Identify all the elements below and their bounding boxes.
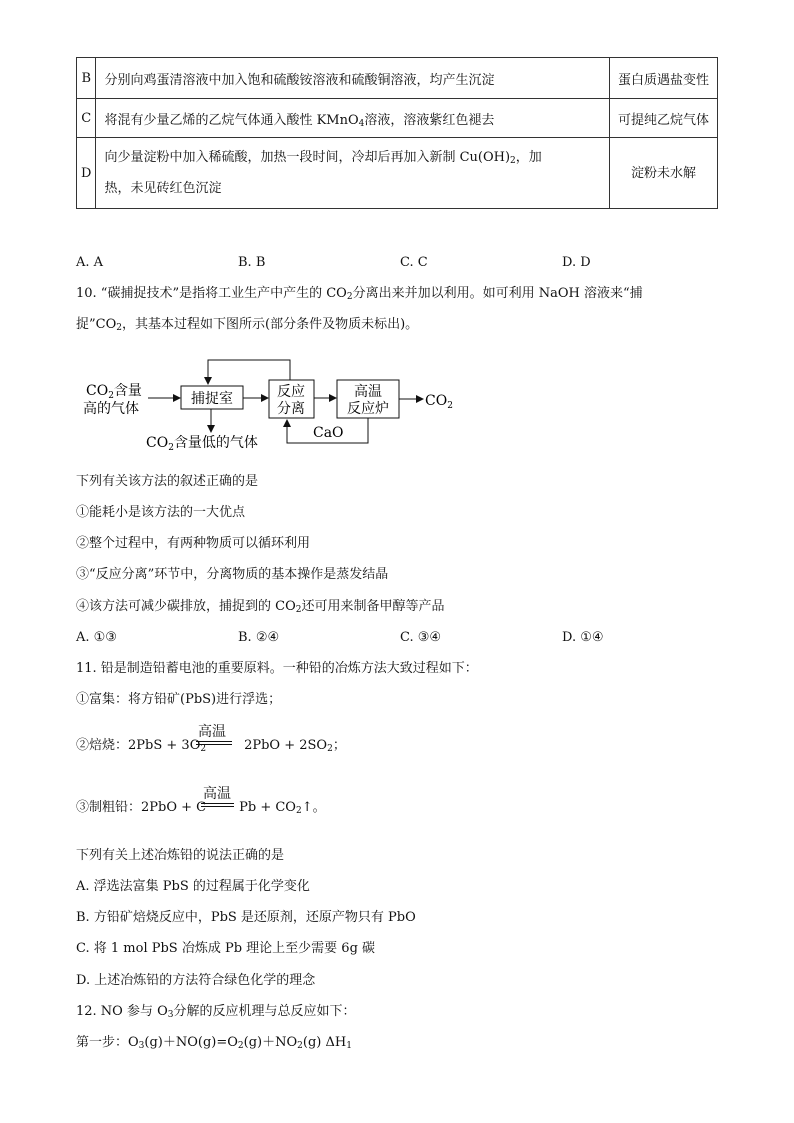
step-2-products: $2PbO + 2SO_2$	[244, 738, 333, 754]
step-3-products: $Pb + CO_2$	[239, 800, 302, 816]
separation-label-line2: 分离	[277, 401, 305, 417]
row-conclusion: 可提纯乙烷气体	[610, 99, 718, 138]
choice-d[interactable]: D. D	[562, 255, 591, 270]
carbon-capture-diagram	[0, 0, 794, 470]
step-3-condition: 高温	[203, 786, 231, 802]
step-3-reactants: 2PbO + C	[141, 800, 207, 815]
input-gas-label: $CO_2$含量	[86, 383, 142, 401]
step-3-label: ③制粗铅：	[76, 800, 142, 815]
q12-step-1: 第一步：$O_3(g)+NO(g)=O_2(g)+NO_2(g)$ $\Delta H_1$	[76, 1035, 352, 1051]
q11-step-3: ③制粗铅：2PbO + C $Pb + CO_2↑$。	[76, 800, 326, 816]
input-gas-label-line2: 高的气体	[83, 401, 139, 417]
row-conclusion: 淀粉未水解	[610, 138, 718, 209]
q10-statement-2: ②整个过程中，有两种物质可以循环利用	[76, 536, 311, 551]
q11-option-d[interactable]: D. 上述冶炼铅的方法符合绿色化学的理念	[76, 973, 316, 988]
row-description: 将混有少量乙烯的乙烷气体通入酸性 KMnO$_4$溶液，溶液紫红色褪去	[96, 99, 610, 138]
furnace-label-line2: 反应炉	[347, 401, 389, 417]
row-description: 分别向鸡蛋清溶液中加入饱和硫酸铵溶液和硫酸铜溶液，均产生沉淀	[96, 58, 610, 99]
step-3-equals-bar-top	[201, 803, 234, 804]
step-2-equals-bar-top	[196, 741, 232, 742]
output-co2-label: $CO_2$	[425, 393, 453, 411]
q10-stem-line2: 捉$”CO_2$，其基本过程如下图所示(部分条件及物质未标出)。	[76, 317, 419, 333]
row-key: B	[77, 58, 96, 99]
step-2-condition: 高温	[198, 724, 226, 740]
q10-statement-4: ④该方法可减少碳排放，捕捉到的 $CO_2$还可用来制备甲醇等产品	[76, 599, 445, 615]
choice-b[interactable]: B. ②④	[238, 630, 280, 645]
choice-b[interactable]: B. B	[238, 255, 266, 270]
choice-a[interactable]: A. A	[76, 255, 104, 270]
choice-d[interactable]: D. ①④	[562, 630, 604, 645]
q10-statement-3: ③“反应分离”环节中，分离物质的基本操作是蒸发结晶	[76, 567, 389, 582]
cao-label: CaO	[313, 425, 344, 441]
q11-option-b[interactable]: B. 方铅矿焙烧反应中，PbS 是还原剂，还原产物只有 PbO	[76, 910, 416, 925]
step-2-equals-bar-bottom	[196, 744, 232, 745]
q11-lead: 下列有关上述冶炼铅的说法正确的是	[76, 848, 285, 863]
choice-c[interactable]: C. ③④	[400, 630, 442, 645]
q12-stem: 12. NO 参与 $O_3$分解的反应机理与总反应如下：	[76, 1004, 356, 1020]
choice-c[interactable]: C. C	[400, 255, 428, 270]
row-key: D	[77, 138, 96, 209]
q10-stem-line1: 10. “碳捕捉技术”是指将工业生产中产生的 $CO_2$分离出来并加以利用。如可利用 NaOH 溶液来“捕	[76, 286, 643, 302]
q10-lead: 下列有关该方法的叙述正确的是	[76, 474, 259, 489]
capture-chamber-label: 捕捉室	[191, 391, 233, 407]
row-key: C	[77, 99, 96, 138]
q11-stem: 11. 铅是制造铅蓄电池的重要原料。一种铅的冶炼方法大致过程如下：	[76, 661, 478, 676]
step-2-reactants: $2PbS + 3O_2$	[128, 738, 207, 754]
q11-option-a[interactable]: A. 浮选法富集 PbS 的过程属于化学变化	[76, 879, 310, 894]
q10-statement-1: ①能耗小是该方法的一大优点	[76, 505, 246, 520]
row-conclusion: 蛋白质遇盐变性	[610, 58, 718, 99]
choice-a[interactable]: A. ①③	[76, 630, 117, 645]
row-description: 向少量淀粉中加入稀硫酸，加热一段时间，冷却后再加入新制 $Cu(OH)_2$，加 热，未见砖红色沉淀	[96, 138, 610, 209]
separation-label-line1: 反应	[277, 384, 305, 400]
q11-step-1: ①富集：将方铅矿(PbS)进行浮选；	[76, 692, 282, 707]
step-2-label: ②焙烧：	[76, 738, 129, 753]
step-3-equals-bar-bottom	[201, 806, 234, 807]
q11-option-c[interactable]: C. 将 1 mol PbS 冶炼成 Pb 理论上至少需要 6g 碳	[76, 941, 376, 956]
furnace-label-line1: 高温	[354, 384, 382, 400]
low-co2-gas-label: $CO_2$含量低的气体	[146, 435, 258, 453]
q11-step-2: ②焙烧：$2PbS + 3O_2$ $2PbO + 2SO_2$；	[76, 738, 346, 754]
